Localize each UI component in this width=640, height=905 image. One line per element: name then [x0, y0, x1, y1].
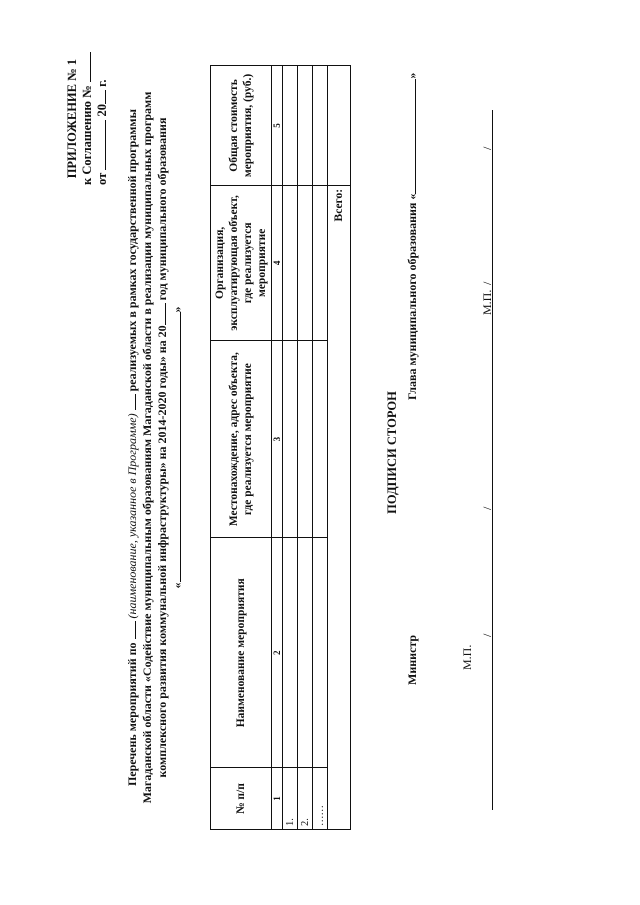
title-year-text: комплексного развития коммунальной инфраструктуры» на 2014-2020 годы» на 20	[155, 325, 169, 778]
table-cell	[313, 538, 328, 768]
year-suffix: г.	[95, 79, 109, 87]
appendix-agreement	[80, 52, 95, 185]
head-slash-2: /	[480, 146, 494, 150]
table-total-row	[328, 66, 351, 830]
title-line-1	[125, 25, 140, 870]
agreement-label: к Соглашению №	[80, 85, 94, 185]
table-row	[283, 66, 298, 830]
head-municipality-blank	[415, 79, 416, 194]
head-slash-1: /	[480, 281, 494, 285]
head-quote-close: »	[405, 72, 419, 79]
row-index: 2.	[298, 768, 313, 830]
title-year-blank	[165, 303, 166, 325]
quote-close: »	[170, 306, 184, 313]
minister-stamp: М.П.	[460, 644, 474, 670]
table-row	[298, 66, 313, 830]
header-organization: Организация, эксплуатирующая объект, где реализуется мероприятие	[211, 185, 272, 340]
signatures-title: ПОДПИСИ СТОРОН	[385, 391, 399, 514]
table-cell	[298, 340, 313, 538]
table-cell	[313, 185, 328, 340]
col-number-2: 2	[272, 538, 283, 768]
col-number-5: 5	[272, 66, 283, 186]
total-label: Всего:	[328, 185, 351, 829]
header-cost: Общая стоимость мероприятия, (руб.)	[211, 66, 272, 186]
table-header-row	[211, 66, 272, 830]
table-cell	[298, 66, 313, 186]
minister-label: Министр	[405, 634, 419, 685]
appendix-date	[95, 52, 110, 185]
date-prefix: от	[95, 172, 109, 185]
row-index: ……	[313, 768, 328, 830]
col-number-4: 4	[272, 185, 283, 340]
table-cell	[313, 340, 328, 538]
row-index: 1.	[283, 768, 298, 830]
header-number: № п/п	[211, 768, 272, 830]
document-title	[125, 25, 185, 870]
table-cell	[298, 538, 313, 768]
minister-slash-1: /	[480, 633, 494, 637]
table-number-row	[272, 66, 283, 830]
appendix-title: ПРИЛОЖЕНИЕ № 1	[65, 58, 79, 179]
year-part: 20	[95, 104, 109, 117]
head-label	[405, 73, 420, 400]
title-blank-2	[135, 394, 136, 410]
title-municipality-text: год муниципального образования	[155, 117, 169, 301]
table-cell	[283, 340, 298, 538]
head-stamp: М.П.	[480, 289, 494, 315]
title-start: Перечень мероприятий по	[125, 642, 139, 786]
quote-open: «	[170, 582, 184, 589]
col-number-1: 1	[272, 768, 283, 830]
total-value	[328, 66, 351, 186]
title-line-2: Магаданской области «Содействие муниципальным образованиям Магаданской области в реализации муниципальных программ	[140, 91, 154, 804]
title-blank-1	[135, 621, 136, 639]
minister-slash-2: /	[480, 506, 494, 510]
table-cell	[298, 185, 313, 340]
title-note: (наименование, указанное в Программе)	[125, 413, 139, 619]
title-line-3	[155, 25, 170, 870]
table-cell	[313, 66, 328, 186]
table-cell	[283, 185, 298, 340]
municipality-blank	[180, 313, 181, 583]
appendix-header	[65, 52, 110, 185]
table-cell	[283, 538, 298, 768]
header-name: Наименование мероприятия	[211, 538, 272, 768]
table-cell	[283, 66, 298, 186]
table-row	[313, 66, 328, 830]
header-location: Местонахождение, адрес объекта, где реализуется мероприятие	[211, 340, 272, 538]
title-end: реализуемых в рамках государственной программы	[125, 109, 139, 392]
head-label-text: Глава муниципального образования «	[405, 193, 419, 400]
year-blank	[105, 90, 106, 104]
signatures-section	[380, 0, 630, 905]
date-blank	[105, 120, 106, 170]
title-line-4	[170, 25, 185, 870]
col-number-3: 3	[272, 340, 283, 538]
agreement-blank	[90, 52, 91, 82]
measures-table	[210, 65, 351, 830]
